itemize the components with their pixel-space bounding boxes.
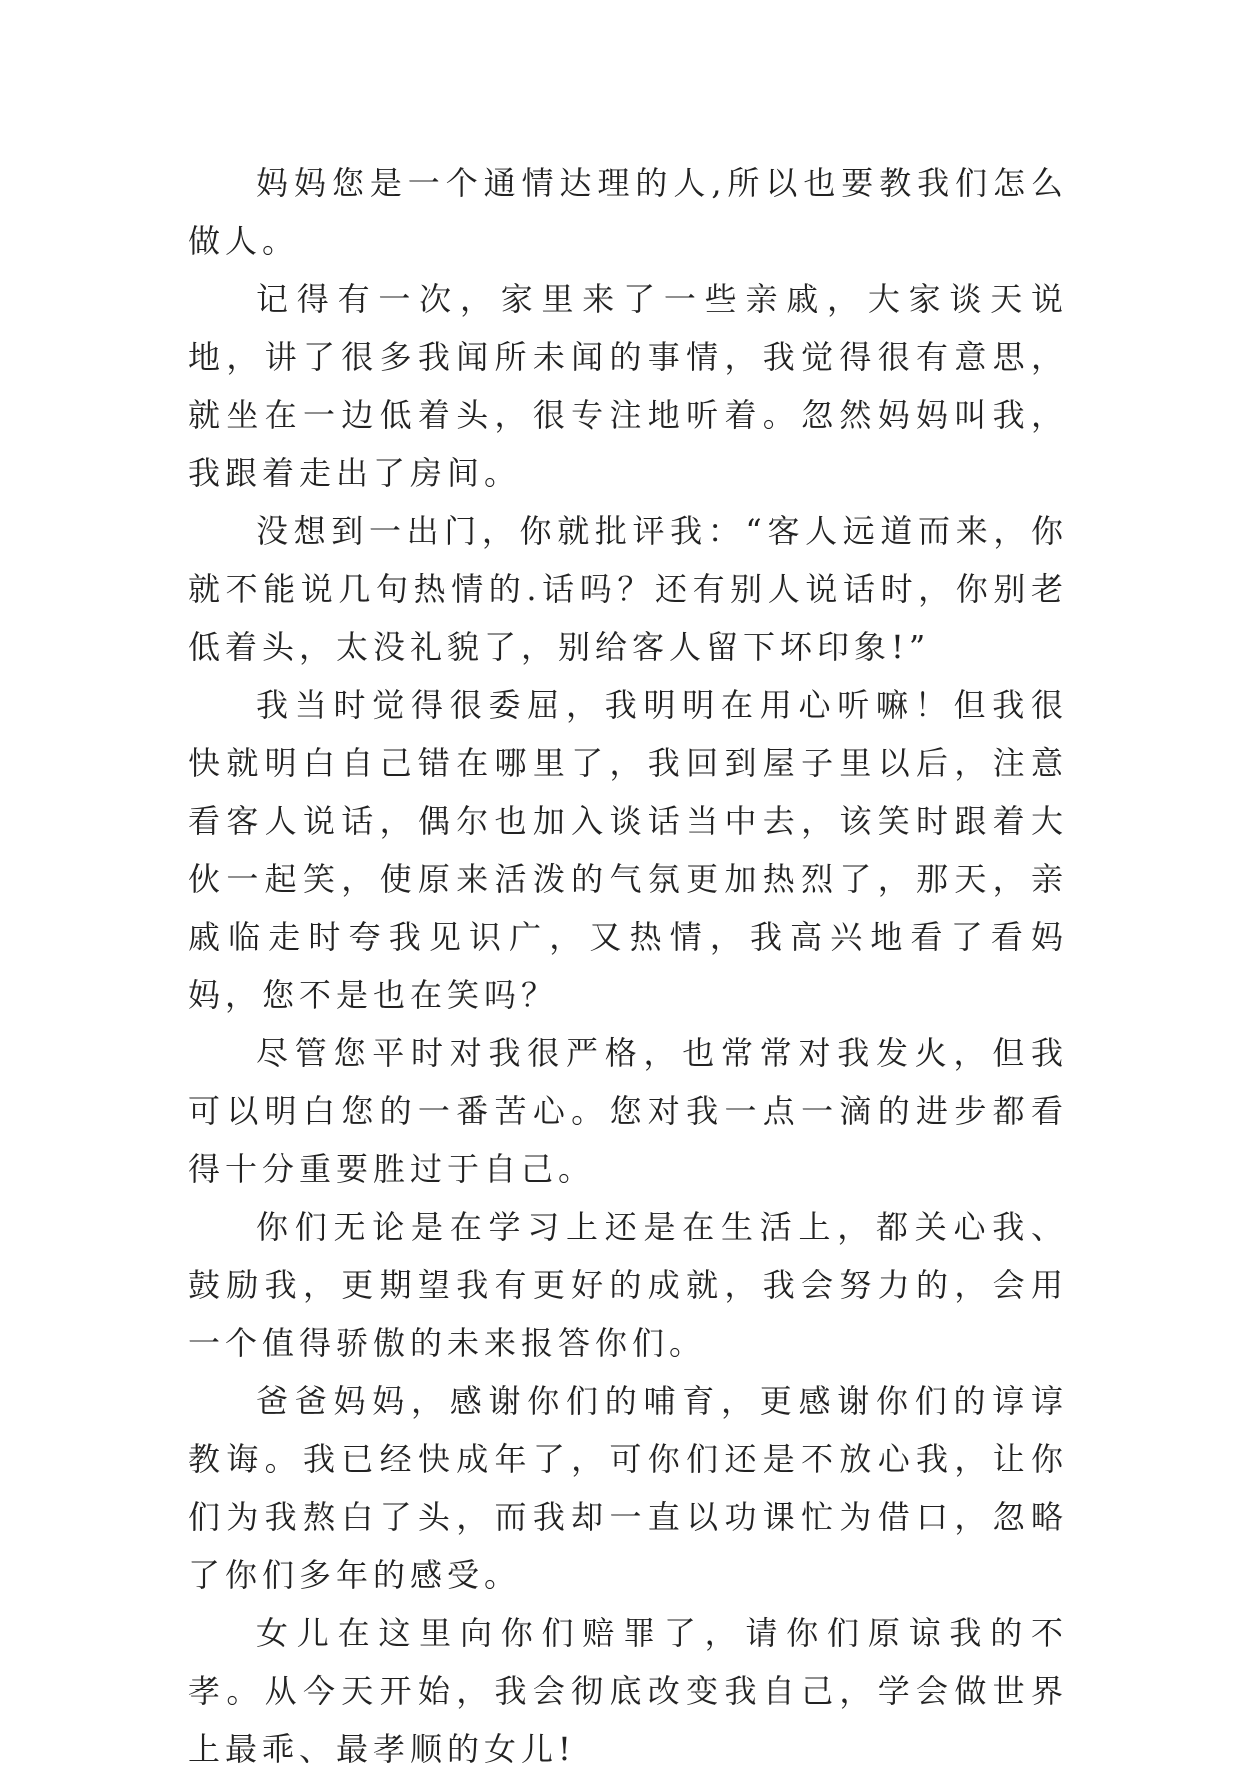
- paragraph-4: 我当时觉得很委屈，我明明在用心听嘛！但我很快就明白自己错在哪里了，我回到屋子里以后，注意看客人说话，偶尔也加入谈话当中去，该笑时跟着大伙一起笑，使原来活泼的气氛更加热烈了，那天，亲戚临走时夸我见识广，又热情，我高兴地看了看妈妈，您不是也在笑吗？: [188, 686, 1068, 1014]
- paragraph-7: 爸爸妈妈，感谢你们的哺育，更感谢你们的谆谆教诲。我已经快成年了，可你们还是不放心我，让你们为我熬白了头，而我却一直以功课忙为借口，忽略了你们多年的感受。: [188, 1382, 1068, 1594]
- paragraph-3: 没想到一出门，你就批评我：“客人远道而来，你就不能说几句热情的.话吗？还有别人说话时，你别老低着头，太没礼貌了，别给客人留下坏印象!”: [188, 512, 1068, 666]
- paragraph-6: 你们无论是在学习上还是在生活上，都关心我、鼓励我，更期望我有更好的成就，我会努力的，会用一个值得骄傲的未来报答你们。: [188, 1208, 1068, 1362]
- paragraph-5: 尽管您平时对我很严格，也常常对我发火，但我可以明白您的一番苦心。您对我一点一滴的进步都看得十分重要胜过于自己。: [188, 1034, 1068, 1188]
- document-body: [188, 154, 1068, 1778]
- paragraph-1: 妈妈您是一个通情达理的人,所以也要教我们怎么做人。: [188, 164, 1068, 260]
- paragraph-8: 女儿在这里向你们赔罪了，请你们原谅我的不孝。从今天开始，我会彻底改变我自己，学会做世界上最乖、最孝顺的女儿!: [188, 1614, 1068, 1768]
- paragraph-2: 记得有一次，家里来了一些亲戚，大家谈天说地，讲了很多我闻所未闻的事情，我觉得很有意思，就坐在一边低着头，很专注地听着。忽然妈妈叫我，我跟着走出了房间。: [188, 280, 1068, 492]
